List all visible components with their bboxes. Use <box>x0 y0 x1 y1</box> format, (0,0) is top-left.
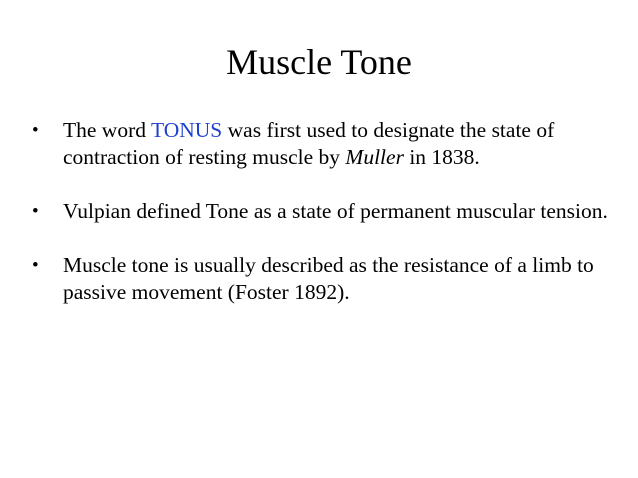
slide-title: Muscle Tone <box>226 42 412 82</box>
bullet-text: Muscle tone is usually described as the resistance of a limb to passive movement (Foster 1892). <box>63 253 594 304</box>
emphasized-name: Muller <box>345 145 404 169</box>
bullet-text: The word <box>63 118 151 142</box>
bullet-marker: • <box>32 255 39 276</box>
highlighted-term: TONUS <box>150 118 223 142</box>
bullet-item-vulpian <box>30 198 620 225</box>
bullet-item-tonus <box>30 117 620 171</box>
bullet-text: was first used to designate the state of contraction of resting muscle by <box>63 118 555 169</box>
bullet-marker: • <box>32 201 39 222</box>
bullet-marker: • <box>32 120 39 141</box>
bullet-item-foster <box>30 252 620 306</box>
bullet-text: in 1838. <box>403 145 480 169</box>
bullet-text: Vulpian defined Tone as a state of permanent muscular tension. <box>63 199 608 223</box>
bullet-list <box>30 117 620 333</box>
